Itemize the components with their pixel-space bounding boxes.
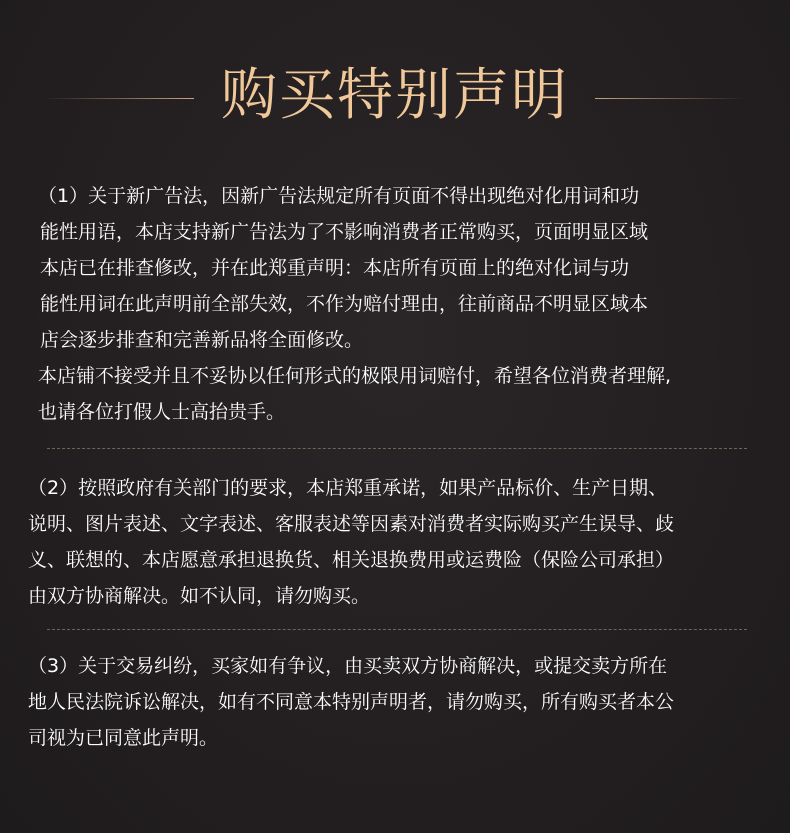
statement-line: 本店铺不接受并且不妥协以任何形式的极限用词赔付，希望各位消费者理解, [38,365,672,387]
title-decor-line-left [44,98,194,99]
statement-line: 司视为已同意此声明。 [28,727,219,749]
statement-line: （1）关于新广告法，因新广告法规定所有页面不得出现绝对化用词和功 [38,185,640,207]
title-decor-line-right [595,98,745,99]
statement-line: 店会逐步排查和完善新品将全面修改。 [40,329,364,351]
statement-section-2 [28,470,674,614]
statement-line: 义、联想的、本店愿意承担退换货、相关退换费用或运费险（保险公司承担） [28,549,675,571]
statement-line: （2）按照政府有关部门的要求，本店郑重承诺，如果产品标价、生产日期、 [28,477,668,499]
statement-line: 说明、图片表述、文字表述、客服表述等因素对消费者实际购买产生误导、歧 [28,513,675,535]
statement-line: 能性用词在此声明前全部失效，不作为赔付理由，往前商品不明显区域本 [40,293,649,315]
statement-line: （3）关于交易纠纷，买家如有争议，由买卖双方协商解决，或提交卖方所在 [28,655,668,677]
title-row [0,56,790,136]
statement-section-3 [28,648,674,756]
statement-line: 也请各位打假人士高抬贵手。 [38,401,286,423]
section-divider [47,629,747,630]
statement-line: 能性用语，本店支持新广告法为了不影响消费者正常购买，页面明显区域 [40,221,649,243]
statement-section-1 [38,178,671,430]
statement-line: 由双方协商解决。如不认同，请勿购买。 [28,585,371,607]
statement-line: 本店已在排查修改，并在此郑重声明：本店所有页面上的绝对化词与功 [40,257,630,279]
section-divider [47,448,747,449]
page-title: 购买特别声明 [221,63,569,128]
statement-line: 地人民法院诉讼解决，如有不同意本特别声明者，请勿购买，所有购买者本公 [28,691,675,713]
